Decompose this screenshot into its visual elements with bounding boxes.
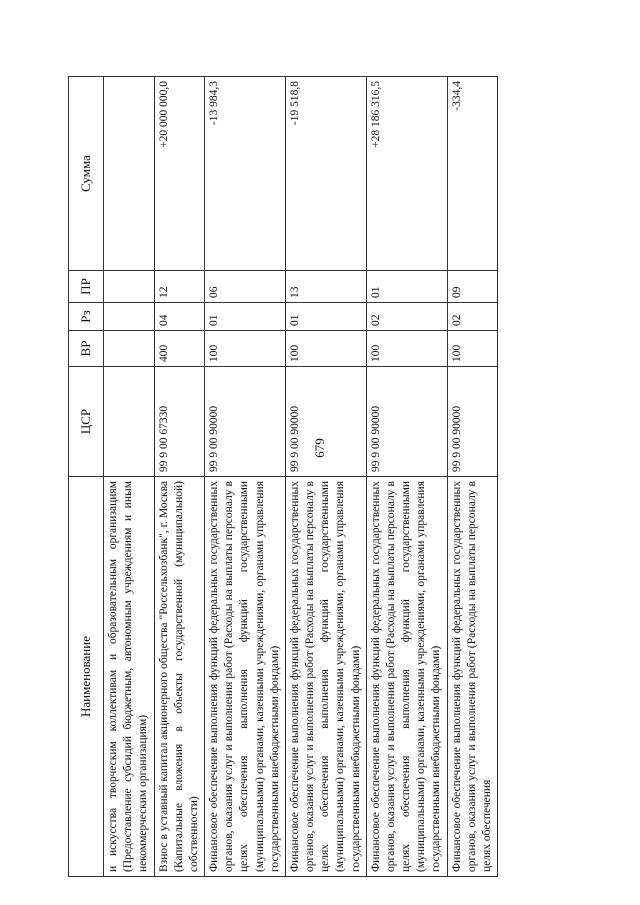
row-rz: 02 xyxy=(366,303,447,331)
row-name: Финансовое обеспечение выполнения функций федеральных государственных органов, оказания услуг и выполнения работ (Расходы на выплаты персоналу в целях обеспечения выполнения функций государственными (муниципальными) органами, казенными учреждениями, органами управления государственными внебюджетными фондами) xyxy=(205,477,286,877)
row-vr xyxy=(104,331,155,367)
row-rz: 01 xyxy=(285,303,366,331)
header-csr: ЦСР xyxy=(69,367,104,477)
table-row xyxy=(154,77,205,877)
page-number: 679 xyxy=(312,438,327,458)
header-sum: Сумма xyxy=(69,77,104,271)
row-sum: +20 000 000,0 xyxy=(154,77,205,271)
row-sum: -19 518,8 xyxy=(285,77,366,271)
row-pr: 01 xyxy=(366,271,447,303)
row-csr xyxy=(104,367,155,477)
row-name: и искусства творческим коллективам и образовательным организациям (Предоставление субсидий бюджетным, автономным учреждениям и иным некоммерческим организациям) xyxy=(104,477,155,877)
row-vr: 400 xyxy=(154,331,205,367)
table-row xyxy=(366,77,447,877)
row-vr: 100 xyxy=(285,331,366,367)
row-sum xyxy=(104,77,155,271)
budget-table xyxy=(68,76,498,877)
row-name: Финансовое обеспечение выполнения функций федеральных государственных органов, оказания услуг и выполнения работ (Расходы на выплаты персоналу в целях обеспечения выполнения функций государственными (муниципальными) органами, казенными учреждениями, органами управления государственными внебюджетными фондами) xyxy=(366,477,447,877)
row-sum: -334,4 xyxy=(447,77,498,271)
row-csr: 99 9 00 90000 xyxy=(447,367,498,477)
row-pr xyxy=(104,271,155,303)
row-rz xyxy=(104,303,155,331)
header-pr: ПР xyxy=(69,271,104,303)
row-sum: +28 186 316,5 xyxy=(366,77,447,271)
header-rz: Рз xyxy=(69,303,104,331)
row-vr: 100 xyxy=(205,331,286,367)
row-pr: 12 xyxy=(154,271,205,303)
row-rz: 04 xyxy=(154,303,205,331)
row-rz: 02 xyxy=(447,303,498,331)
table-row xyxy=(104,77,155,877)
row-csr: 99 9 00 67330 xyxy=(154,367,205,477)
row-name: Финансовое обеспечение выполнения функций федеральных государственных органов, оказания услуг и выполнения работ (Расходы на выплаты персоналу в целях обеспечения xyxy=(447,477,498,877)
row-vr: 100 xyxy=(447,331,498,367)
table-row xyxy=(205,77,286,877)
header-name: Наименование xyxy=(69,477,104,877)
row-pr: 13 xyxy=(285,271,366,303)
row-sum: -13 984,3 xyxy=(205,77,286,271)
row-name: Финансовое обеспечение выполнения функций федеральных государственных органов, оказания услуг и выполнения работ (Расходы на выплаты персоналу в целях обеспечения выполнения функций государственными (муниципальными) органами, казенными учреждениями, органами управления государственными внебюджетными фондами) xyxy=(285,477,366,877)
row-pr: 09 xyxy=(447,271,498,303)
row-pr: 06 xyxy=(205,271,286,303)
row-csr: 99 9 00 90000 xyxy=(285,367,366,477)
header-row xyxy=(69,77,104,877)
row-name: Взнос в уставный капитал акционерного общества "Россельхозбанк", г. Москва (Капитальные вложения в объекты государственной (муниципальной) собственности) xyxy=(154,477,205,877)
row-vr: 100 xyxy=(366,331,447,367)
row-csr: 99 9 00 90000 xyxy=(366,367,447,477)
table-row xyxy=(447,77,498,877)
header-vr: ВР xyxy=(69,331,104,367)
row-csr: 99 9 00 90000 xyxy=(205,367,286,477)
table-row xyxy=(285,77,366,877)
row-rz: 01 xyxy=(205,303,286,331)
